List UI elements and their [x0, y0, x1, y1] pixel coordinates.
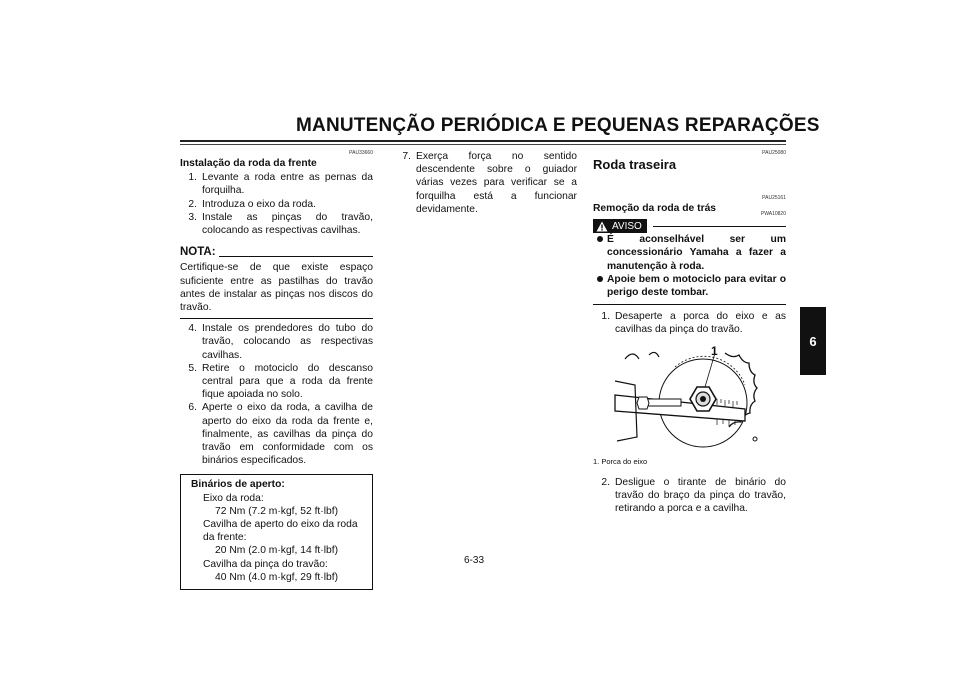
note-title: [180, 246, 373, 259]
warning-badge: [593, 219, 647, 233]
step-text: Desaperte a porca do eixo e as cavilhas da pinça do travão.: [615, 311, 786, 336]
section-code: PAU25080: [762, 150, 786, 156]
step-text: Desligue o tirante de binário do travão do braço da pinça do travão, retirando a porca e a cavilha.: [615, 476, 786, 515]
torque-item-value: 20 Nm (2.0 m·kgf, 14 ft·lbf): [215, 545, 339, 557]
step-number: 2.: [601, 476, 610, 488]
step-text: Aperte o eixo da roda, a cavilha de aperto do eixo da roda da frente e, finalmente, as cavilhas da pinça do travão em conformidade com os binários especificados.: [202, 402, 373, 467]
warning-item: [593, 273, 786, 299]
step-number: 3.: [188, 211, 197, 223]
step-number: 2.: [188, 198, 197, 210]
step-item: [180, 362, 373, 402]
torque-item-name: Cavilha da pinça do travão:: [203, 558, 328, 570]
page-title: MANUTENÇÃO PERIÓDICA E PEQUENAS REPARAÇÕES: [296, 115, 820, 136]
section-heading-rear-removal: Remoção da roda de trás: [593, 203, 717, 214]
figure-caption: 1. Porca do eixo: [593, 456, 648, 466]
warning-label: AVISO: [612, 220, 642, 232]
header-rule-thin: [180, 144, 786, 145]
step-text: Instale os prendedores do tubo do travão, colocando as respectivas cavilhas.: [202, 323, 373, 361]
step-number: 6.: [188, 402, 197, 414]
section-code: PAU33660: [349, 150, 373, 156]
step-item: [180, 211, 373, 237]
warning-text: Apoie bem o motociclo para evitar o perigo deste tombar.: [607, 273, 786, 299]
chapter-tab: [800, 307, 826, 375]
step-number: 7.: [402, 151, 411, 162]
torque-spec-box: [180, 474, 373, 590]
step-text: Levante a roda entre as pernas da forquilha.: [202, 172, 373, 197]
step-text: Retire o motociclo do descanso central para que a roda da frente fique apoiada no solo.: [202, 362, 373, 401]
section-heading-rear-wheel: Roda traseira: [593, 157, 677, 172]
note-block: [180, 246, 373, 319]
header-rule: [180, 140, 786, 142]
section-code: PAU25161: [762, 195, 786, 201]
note-label: NOTA:: [180, 246, 216, 259]
torque-item-name: Eixo da roda:: [203, 492, 264, 504]
figure-callout: 1: [711, 343, 718, 358]
step-item: [593, 476, 786, 516]
step-number: 4.: [188, 323, 197, 335]
warning-header: [593, 219, 786, 233]
step-item: [180, 322, 373, 362]
step-text: Instale as pinças do travão, colocando as respectivas cavilhas.: [202, 211, 373, 237]
bullet-icon: [593, 273, 607, 299]
section-heading-front-wheel: Instalação da roda da frente: [180, 158, 317, 169]
step-number: 1.: [601, 311, 610, 323]
step-item: [394, 150, 577, 216]
note-text: Certifique-se de que existe espaço suficiente entre as pastilhas do travão antes de instalar as pinças nos discos do travão.: [180, 261, 373, 319]
chapter-tab-number: 6: [809, 333, 817, 349]
step-text: Introduza o eixo da roda.: [202, 198, 316, 210]
torque-item-name: Cavilha de aperto do eixo da roda da frente:: [203, 519, 358, 544]
step-item: [180, 198, 373, 211]
warning-item: [593, 233, 786, 273]
warning-icon: [596, 221, 608, 232]
note-rule: [219, 256, 373, 257]
rear-axle-drawing: [605, 345, 775, 453]
bullet-icon: [593, 233, 607, 273]
warning-rule: [653, 226, 786, 227]
step-number: 5.: [188, 362, 197, 374]
middle-column: [394, 150, 577, 216]
right-column: [593, 150, 786, 515]
step-item: [180, 171, 373, 197]
step-item: [180, 401, 373, 467]
torque-item-value: 72 Nm (7.2 m·kgf, 52 ft·lbf): [215, 505, 339, 517]
torque-title: Binários de aperto:: [191, 479, 285, 491]
step-text: Exerça força no sentido descendente sobre o guiador várias vezes para verificar se a forquilha está a funcionar devidamente.: [416, 151, 577, 215]
torque-item-value: 40 Nm (4.0 m·kgf, 29 ft·lbf): [215, 571, 339, 583]
left-column: [180, 150, 373, 590]
warning-code: PWA10820: [760, 211, 786, 218]
page-number: 6-33: [464, 555, 485, 566]
warning-list: [593, 233, 786, 305]
warning-text: É aconselhável ser um concessionário Yamaha a fazer a manutenção à roda.: [607, 234, 786, 272]
step-item: [593, 310, 786, 336]
step-number: 1.: [188, 172, 197, 184]
axle-nut-illustration: [605, 345, 775, 453]
